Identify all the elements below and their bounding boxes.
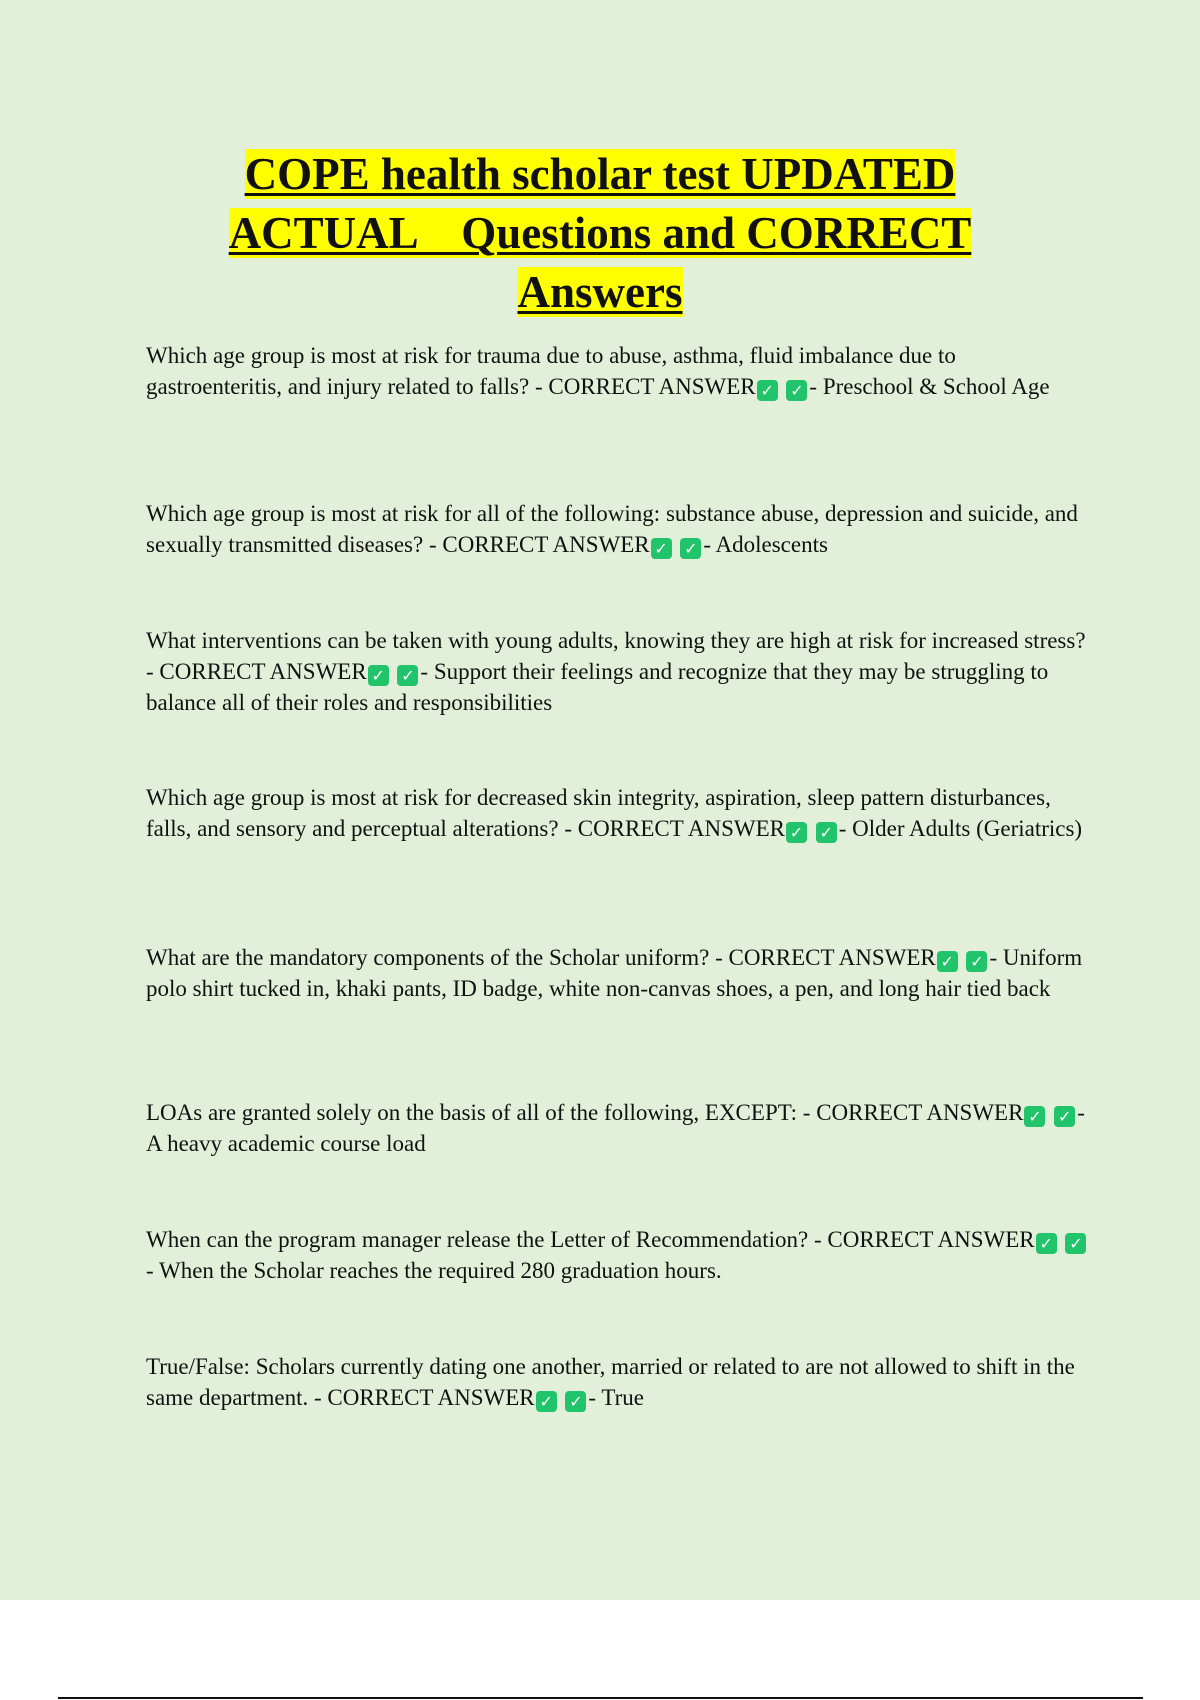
title-line-1: COPE health scholar test UPDATED	[244, 149, 956, 199]
answer-text: Older Adults (Geriatrics)	[852, 816, 1083, 841]
correct-answer-label: CORRECT ANSWER	[548, 374, 756, 399]
question-text: When can the program manager release the Letter of Recommendation?	[146, 1227, 809, 1252]
question-text: LOAs are granted solely on the basis of all of the following, EXCEPT:	[146, 1100, 798, 1125]
check-icon: ✓	[1065, 1233, 1086, 1254]
check-icon: ✓	[397, 665, 418, 686]
qa-item-7: When can the program manager release the Letter of Recommendation? - CORRECT ANSWER ✓ ✓- When the Scholar reaches the required 280 graduation hours.	[146, 1224, 1096, 1286]
answer-text: Preschool & School Age	[822, 374, 1050, 399]
correct-answer-label: CORRECT ANSWER	[327, 1385, 535, 1410]
answer-text: Support their feelings and recognize that they may be struggling to balance all of their roles and responsibilities	[146, 659, 1049, 715]
answer-text: Uniform polo shirt tucked in, khaki pants, ID badge, white non-canvas shoes, a pen, and long hair tied back	[146, 945, 1083, 1001]
check-icon: ✓	[680, 538, 701, 559]
question-text: True/False: Scholars currently dating one another, married or related to are not allowed to shift in the same department.	[146, 1354, 1075, 1410]
check-icon: ✓	[937, 951, 958, 972]
question-text: What interventions can be taken with young adults, knowing they are high at risk for increased stress?	[146, 628, 1086, 653]
check-icon: ✓	[1036, 1233, 1057, 1254]
correct-answer-label: CORRECT ANSWER	[728, 945, 936, 970]
answer-text: True	[601, 1385, 644, 1410]
qa-item-3: What interventions can be taken with young adults, knowing they are high at risk for increased stress? - CORRECT ANSWER ✓ ✓ - Support their feelings and recognize that they may be struggling to balance all of their roles and responsibilities	[146, 628, 1086, 715]
correct-answer-label: CORRECT ANSWER	[816, 1100, 1024, 1125]
qa-item-4: Which age group is most at risk for decreased skin integrity, aspiration, sleep pattern disturbances, falls, and sensory and perceptual alterations? - CORRECT ANSWER ✓ ✓ - Older Adults (Geriatrics)	[146, 785, 1083, 842]
check-icon: ✓	[1054, 1106, 1075, 1127]
check-icon: ✓	[786, 380, 807, 401]
answer-text: Adolescents	[715, 532, 828, 557]
qa-item-1: Which age group is most at risk for trauma due to abuse, asthma, fluid imbalance due to gastroenteritis, and injury related to falls? - CORRECT ANSWER ✓ ✓ - Preschool & School Age	[146, 343, 1050, 400]
check-icon: ✓	[816, 822, 837, 843]
check-icon: ✓	[786, 822, 807, 843]
check-icon: ✓	[1024, 1106, 1045, 1127]
qa-item-2: Which age group is most at risk for all of the following: substance abuse, depression and suicide, and sexually transmitted diseases? - CORRECT ANSWER ✓ ✓ - Adolescents	[146, 501, 1078, 558]
check-icon: ✓	[565, 1391, 586, 1412]
answer-text: A heavy academic course load	[146, 1131, 426, 1156]
check-icon: ✓	[368, 665, 389, 686]
document-title	[100, 145, 1100, 322]
answer-text: When the Scholar reaches the required 280 graduation hours.	[159, 1258, 722, 1283]
question-text: Which age group is most at risk for decreased skin integrity, aspiration, sleep pattern disturbances, falls, and sensory and perceptual alterations?	[146, 785, 1051, 841]
question-text: Which age group is most at risk for all of the following: substance abuse, depression and suicide, and sexually transmitted diseases?	[146, 501, 1078, 557]
qa-item-8: True/False: Scholars currently dating one another, married or related to are not allowed to shift in the same department. - CORRECT ANSWER ✓ ✓ - True	[146, 1354, 1075, 1411]
correct-answer-label: CORRECT ANSWER	[159, 659, 367, 684]
title-line-2: ACTUAL Questions and CORRECT	[228, 208, 972, 258]
title-line-3: Answers	[517, 267, 683, 317]
correct-answer-label: CORRECT ANSWER	[442, 532, 650, 557]
check-icon: ✓	[966, 951, 987, 972]
check-icon: ✓	[536, 1391, 557, 1412]
qa-item-6: LOAs are granted solely on the basis of all of the following, EXCEPT: - CORRECT ANSWER ✓ ✓ - A heavy academic course load	[146, 1100, 1085, 1156]
qa-item-5: What are the mandatory components of the Scholar uniform? - CORRECT ANSWER ✓ ✓ - Uniform polo shirt tucked in, khaki pants, ID badge, white non-canvas shoes, a pen, and long hair tied back	[146, 945, 1083, 1001]
correct-answer-label: CORRECT ANSWER	[577, 816, 785, 841]
correct-answer-label: CORRECT ANSWER	[827, 1227, 1035, 1252]
check-icon: ✓	[651, 538, 672, 559]
footer-divider	[58, 1697, 1143, 1699]
question-text: What are the mandatory components of the Scholar uniform?	[146, 945, 710, 970]
question-text: Which age group is most at risk for trauma due to abuse, asthma, fluid imbalance due to gastroenteritis, and injury related to falls?	[146, 343, 956, 399]
check-icon: ✓	[757, 380, 778, 401]
